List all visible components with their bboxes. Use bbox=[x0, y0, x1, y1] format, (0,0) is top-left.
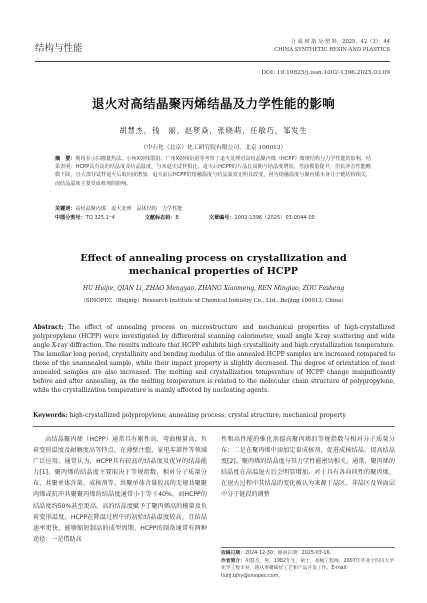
article-label: 文章编号： bbox=[208, 215, 235, 221]
cn-abstract bbox=[55, 155, 371, 188]
received-label: 收稿日期： bbox=[221, 551, 245, 556]
cn-affiliation: （中石化（北京）化工研究院有限公司，北京 100013） bbox=[140, 145, 287, 151]
en-keywords-label: Keywords: bbox=[33, 412, 68, 419]
en-abstract bbox=[33, 323, 395, 395]
en-affiliation: （SINOPEC（Beijing）Research Institute of Chemical Industry Co., Ltd., Beijing 100013, China） bbox=[80, 298, 347, 304]
doccode-label: 文献标志码： bbox=[144, 215, 176, 221]
cn-abstract-label: 摘 要： bbox=[55, 156, 76, 162]
footnote bbox=[221, 550, 395, 580]
journal-info bbox=[274, 38, 390, 54]
article-value: 1002-1396（2025）03-0044-05 bbox=[234, 215, 315, 221]
section-divider bbox=[33, 426, 395, 427]
cn-keywords bbox=[55, 205, 371, 212]
cn-authors: 胡慧杰，钱 丽，赵梦焱，张晓萌，任敏巧，邹发生 bbox=[119, 126, 308, 135]
class-value: TQ 325.1⁺4 bbox=[85, 215, 115, 221]
en-title bbox=[0, 252, 427, 278]
en-title-line1: Effect of annealing process on crystallization and bbox=[80, 253, 347, 264]
en-abstract-text: The effect of annealing process on microstructure and mechanical properties of high-crystallized polypropylene (HCPP) were investigated by differential scanning calorimeter, small angle X-ray scattering and wide angle X-ray diffraction. The results indicate that HCPP exhibits high crystallinity and high crystallization temperature. The lamellar long period, crystallinity and bending modulus of the annealed HCPP samples are increased compared to those of the unannealed sample, while their impact property is slightly decreased. The degree of orientation of most annealed samples are also increased. The melting and crystallization temperature of HCPP change insignificantly before and after annealing, as the melting temperature is related to the molecular chain structure of polypropylene, while the crystallization temperature is mainly affected by nucleating agents. bbox=[33, 324, 395, 394]
class-label: 中图分类号： bbox=[55, 215, 86, 221]
received-dates: 2024-12-30；修回日期：2025-03-16。 bbox=[245, 551, 335, 556]
cn-keywords-text: 高结晶聚丙烯 退火处理 晶体结构 力学性能 bbox=[75, 206, 183, 212]
journal-cn: 合 成 树 脂 及 塑 料，2025，42（3）：44 bbox=[290, 39, 390, 45]
body-column-right: 性和高性能的催化剂提高聚丙烯的等规指数与相对分子质量分布；二是在聚丙烯中添加定量成核剂，促进成核结晶，提高结晶度[2]。聚丙烯的结晶度与其力学性能密切相关。通常，聚丙烯的结晶度在高温退火后会明显增加。对于具有各向同性的聚丙烯，在退火过程中其结晶的变化被认为来源于晶区、非晶区及界面层中分子链段的调整 bbox=[221, 436, 395, 499]
footnote-divider bbox=[221, 547, 395, 548]
en-authors: HU Huijie, QIAN Li, ZHAO Mengyao, ZHANG Xiaomeng, REN Mingiao, ZOU Fasheng bbox=[82, 285, 345, 292]
page-title: 退火对高结晶聚丙烯结晶及力学性能的影响 bbox=[91, 96, 336, 111]
doccode-value: B bbox=[175, 215, 179, 221]
en-abstract-label: Abstract: bbox=[33, 324, 64, 331]
body-column-left: 高结晶聚丙烯（HCPP）通常具有刚性高、弯曲模量高、负荷变形温度及耐磨度高等特点，在薄壁注塑、家电零部件等领域广泛应用。通常认为，HCPP具有较高的结晶度及优异的结晶能力[1]。聚丙烯的结晶度主要取决于等规指数、相对分子质量分布、共聚单体含量、成核剂等。共聚单体含量较高的无规共聚聚丙烯或抗冲共聚聚丙烯的结晶度通常小于等于40%，而HCPP的结晶度约50%甚至更高。高的结晶度赋予了聚丙烯高的模量及负荷变形温度。HCPP在降温过程中的初始结晶温度较高，且结晶速率更快，能够缩短制品的成型周期。HCPP的制备通常有两种途径：一是借助高 bbox=[33, 436, 207, 543]
cn-classification bbox=[55, 214, 371, 221]
journal-en: CHINA SYNTHETIC RESIN AND PLASTICS bbox=[274, 47, 390, 53]
cn-keywords-label: 关键词： bbox=[55, 206, 76, 212]
author-bio: 胡慧杰，男，1982年生，硕士，高级工程师，2007年毕业于四川大学化学工程专业，现从事聚烯烃工艺和产品开发工作。E-mail: huhj.bjhy@sinopec.com。 bbox=[221, 558, 395, 579]
en-keywords-text: high-crystallized polypropylene; annealing process; crystal structure; mechanical property bbox=[67, 412, 346, 419]
section-label: 结构与性能 bbox=[35, 43, 83, 54]
author-bio-label: 作者简介： bbox=[221, 558, 245, 564]
en-title-line2: mechanical properties of HCPP bbox=[129, 266, 298, 277]
cn-abstract-text: 利用差示扫描量热法、小角X射线散射、广角X射线衍射等考察了退火处理对高结晶聚丙烯（HCPP）微观结构与力学性能的影响。结果表明：HCPP具有高的结晶度及结晶温度，与未退火试样相比，退火后HCPP的片晶长周期与结晶度增加，弯曲模量提升，但抗冲击性能略微下降，且大部分试样退火后取向度增加。退火前后HCPP的熔融温度与结晶温度无明显改变，因为熔融温度与聚丙烯本身分子链结构相关，而结晶温度主要受成核剂的影响。 bbox=[55, 156, 371, 187]
doi[interactable]: DOI: 10.19825/j.issn.1002-1396.2025.03.09 bbox=[261, 70, 390, 76]
header-divider bbox=[35, 61, 390, 62]
en-keywords bbox=[33, 412, 395, 419]
